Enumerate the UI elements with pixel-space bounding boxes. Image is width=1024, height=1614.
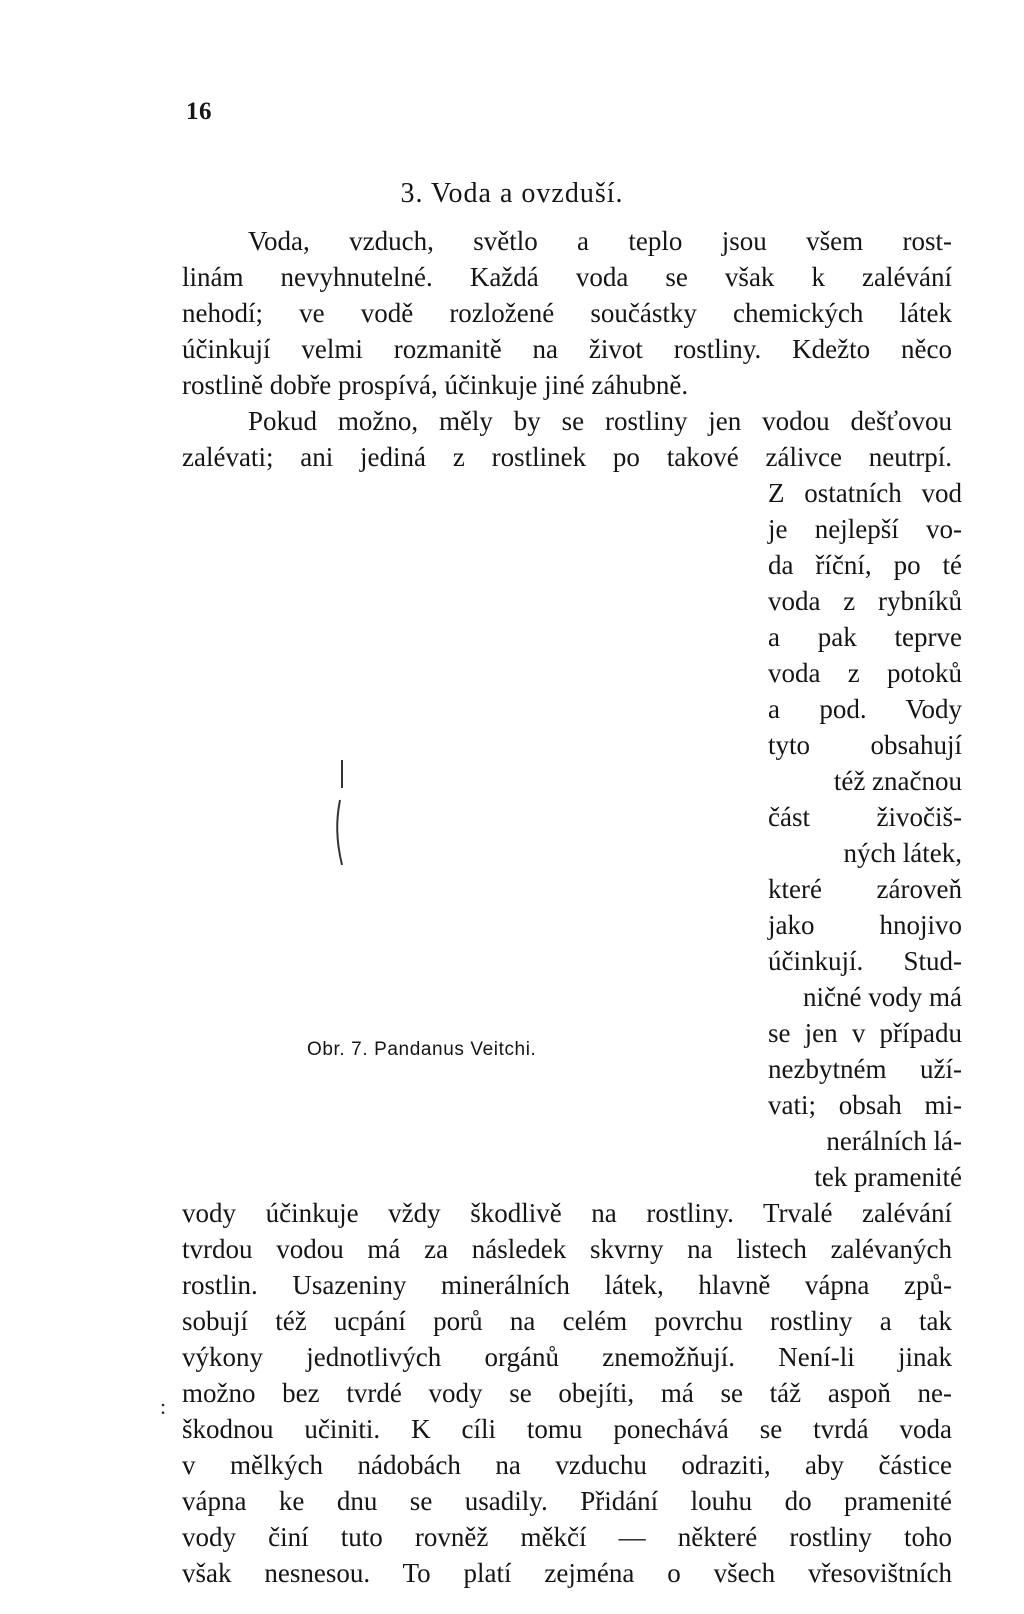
text-line: a pak teprve <box>768 622 962 652</box>
text-line: je nejlepší vo- <box>768 514 962 544</box>
text-line: nehodí; ve vodě rozložené součástky chemických látek <box>182 298 952 328</box>
text-line: Z ostatních vod <box>768 478 962 508</box>
text-line: Pokud možno, měly by se rostliny jen vodou dešťovou <box>248 406 952 436</box>
text-line: které zároveň <box>768 874 962 904</box>
text-line: možno bez tvrdé vody se obejíti, má se táž aspoň ne- <box>182 1378 952 1408</box>
text-line: tyto obsahují <box>768 730 962 760</box>
text-line: tek pramenité <box>814 1162 962 1192</box>
text-line: rostlině dobře prospívá, účinkuje jiné záhubně. <box>182 370 689 400</box>
text-line: nerálních lá- <box>826 1126 962 1156</box>
text-line: však nesnesou. To platí zejména o všech vřesovištních <box>182 1558 952 1588</box>
text-line: nezbytném uží- <box>768 1054 962 1084</box>
text-line: část živočiš- <box>768 802 962 832</box>
text-line: rostlin. Usazeniny minerálních látek, hlavně vápna způ- <box>182 1270 952 1300</box>
text-line: škodnou učiniti. K cíli tomu ponechává se tvrdá voda <box>182 1414 952 1444</box>
text-line: voda z rybníků <box>768 586 962 616</box>
text-line: též značnou <box>833 766 962 796</box>
figure-remnant-marks <box>330 760 350 870</box>
text-line: sobují též ucpání porů na celém povrchu rostliny a tak <box>182 1306 952 1336</box>
text-line: vody účinkuje vždy škodlivě na rostliny. Trvalé zalévání <box>182 1198 952 1228</box>
text-line: zalévati; ani jediná z rostlinek po takové zálivce neutrpí. <box>182 442 952 472</box>
page-number: 16 <box>186 98 212 125</box>
text-line: voda z potoků <box>768 658 962 688</box>
text-line: ných látek, <box>843 838 962 868</box>
text-line: vápna ke dnu se usadily. Přidání louhu do pramenité <box>182 1486 952 1516</box>
text-line: jako hnojivo <box>768 910 962 940</box>
text-line: v mělkých nádobách na vzduchu odraziti, aby částice <box>182 1450 952 1480</box>
text-line: výkony jednotlivých orgánů znemožňují. Není-li jinak <box>182 1342 952 1372</box>
text-line: da říční, po té <box>768 550 962 580</box>
section-heading: 3. Voda a ovzduší. <box>400 178 624 209</box>
text-line: a pod. Vody <box>768 694 962 724</box>
text-line: vati; obsah mi- <box>768 1090 962 1120</box>
margin-mark: : <box>160 1394 167 1419</box>
text-line: účinkují. Stud- <box>768 946 962 976</box>
text-line: se jen v případu <box>768 1018 962 1048</box>
figure-caption: Obr. 7. Pandanus Veitchi. <box>307 1039 537 1060</box>
text-line: účinkují velmi rozmanitě na život rostliny. Kdežto něco <box>182 334 952 364</box>
text-line: tvrdou vodou má za následek skvrny na listech zalévaných <box>182 1234 952 1264</box>
text-line: linám nevyhnutelné. Každá voda se však k zalévání <box>182 262 952 292</box>
text-line: ničné vody má <box>803 982 962 1012</box>
text-line: Voda, vzduch, světlo a teplo jsou všem rost- <box>248 226 952 256</box>
text-line: vody činí tuto rovněž měkčí — některé rostliny toho <box>182 1522 952 1552</box>
